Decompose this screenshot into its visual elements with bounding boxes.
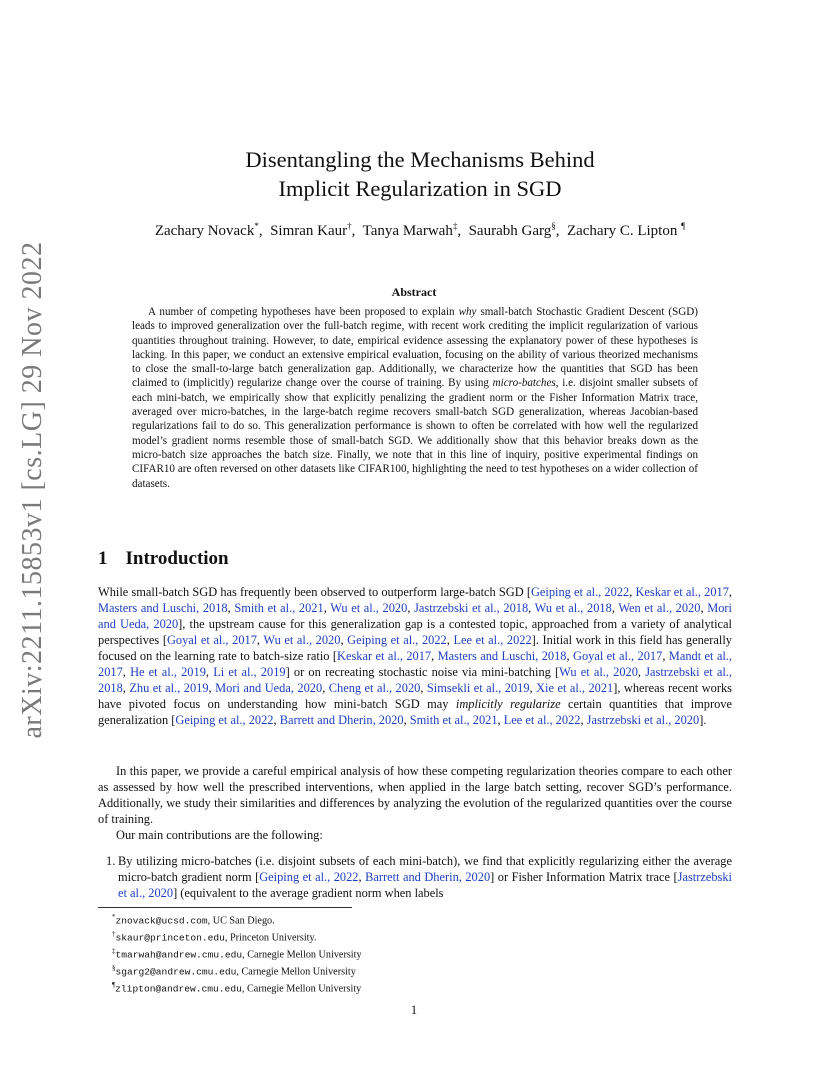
text-run: ,	[566, 649, 573, 663]
text-run: ,	[273, 713, 280, 727]
citation-link[interactable]: Masters and Luschi, 2018	[437, 649, 567, 663]
text-run: ,	[407, 601, 415, 615]
footnote-mark: ¶	[112, 981, 116, 990]
citation-link[interactable]: Zhu et al., 2019	[129, 681, 209, 695]
page-number: 1	[410, 1003, 418, 1017]
footnote	[112, 928, 362, 945]
citation-link[interactable]: Lee et al., 2022	[503, 713, 581, 727]
citation-link[interactable]: Jastrzebski et al., 2018	[414, 601, 529, 615]
citation-link[interactable]: Wu et al., 2020	[559, 665, 638, 679]
footnote-affiliation: , UC San Diego.	[207, 915, 275, 927]
author-mark: *	[254, 221, 259, 231]
footnote-email: tmarwah@andrew.cmu.edu	[115, 949, 243, 961]
footnote-affiliation: , Princeton University.	[224, 932, 317, 944]
footnote-mark: §	[112, 964, 116, 973]
abstract-span: A number of competing hypotheses have been proposed to explain	[148, 306, 459, 318]
author-list: Zachary Novack*, Simran Kaur†, Tanya Marwah‡, Saurabh Garg§, Zachary C. Lipton ¶	[154, 221, 686, 239]
author-name: Saurabh Garg	[468, 223, 552, 239]
arxiv-identifier-stamp	[14, 241, 52, 739]
text-run: ,	[227, 601, 235, 615]
text-run: ,	[431, 649, 438, 663]
abstract-emphasis: why	[458, 306, 477, 318]
text-run: ,	[637, 665, 646, 679]
citation-link[interactable]: Mori and Ueda, 2020	[98, 601, 732, 631]
citation-link[interactable]: Mandt et al., 2017	[98, 649, 732, 679]
author-mark: †	[347, 221, 352, 231]
abstract-emphasis: micro-batches	[492, 377, 556, 390]
citation-link[interactable]: Smith et al., 2021	[409, 713, 498, 727]
text-run: ,	[497, 713, 504, 727]
text-run: While small-batch SGD has frequently been observed to outperform large-batch SGD [	[98, 585, 531, 599]
text-run: ,	[340, 633, 348, 647]
text-run: ], the upstream cause for this generalization gap is a contested topic, approached from a variety of analytical perspectives [	[98, 617, 733, 647]
author-name: Simran Kaur	[270, 223, 348, 239]
text-run: ,	[358, 870, 366, 884]
text-run: ,	[611, 601, 619, 615]
abstract-text	[132, 305, 698, 491]
text-run: ,	[629, 585, 636, 599]
citation-link[interactable]: Jastrzebski et al., 2020	[118, 870, 732, 900]
author-mark: §	[551, 221, 556, 231]
footnote-mark: *	[112, 913, 116, 921]
citation-link[interactable]: Keskar et al., 2017	[337, 649, 432, 663]
citation-link[interactable]: Barrett and Dherin, 2020	[279, 713, 404, 727]
text-run: ,	[728, 585, 733, 599]
paper-title-line-2: Implicit Regularization in SGD	[278, 176, 562, 201]
author-mark: ‡	[452, 221, 458, 231]
text-run: ,	[446, 633, 454, 647]
text-run: ].	[699, 713, 707, 727]
footnote	[112, 945, 362, 962]
citation-link[interactable]: Masters and Luschi, 2018	[98, 601, 228, 615]
text-run: ,	[323, 601, 331, 615]
footnote-affiliation: , Carnegie Mellon University	[242, 949, 362, 961]
text-run: certain quantities that improve generalization [	[98, 697, 732, 727]
citation-link[interactable]: Wu et al., 2020	[330, 601, 408, 615]
author-name: Zachary Novack	[154, 223, 255, 239]
abstract-heading: Abstract	[391, 285, 437, 299]
text-run: ], whereas recent works have pivoted focus on understanding how mini-batch SGD may	[98, 681, 732, 711]
emphasis-text: implicitly regularize	[455, 697, 561, 711]
citation-link[interactable]: Geiping et al., 2022	[530, 585, 630, 599]
citation-link[interactable]: Xie et al., 2021	[536, 681, 614, 695]
citation-link[interactable]: Jastrzebski et al., 2020	[586, 713, 700, 727]
footnote-email: znovack@ucsd.com	[115, 915, 208, 927]
arxiv-stamp-text: arXiv:2211.15853v1 [cs.LG] 29 Nov 2022	[17, 241, 48, 739]
text-run: ,	[322, 681, 329, 695]
abstract-span: , i.e. disjoint smaller subsets of each mini-batch, we empirically show that explicitly penalizing the gradient norm or the Fisher Information Matrix trace, averaged over micro-batches, in the large-batch regime recovers small-batch SGD generalization, whereas Jacobian-based regularizations fail to do so. This generalization performance is shown to often be correlated with how well the regularized model’s gradient norms resemble those of small-batch SGD. We additionally show that this behavior breaks down as the micro-batch size approaches the batch size. Finally, we note that in this line of inquiry, positive experimental findings on CIFAR10 are often reversed on other datasets like CIFAR100, highlighting the need to test hypotheses on a wider collection of datasets.	[132, 377, 698, 490]
section-title: Introduction	[125, 548, 229, 569]
text-run: ,	[122, 665, 131, 679]
text-run: ,	[256, 633, 264, 647]
abstract-span: small-batch Stochastic Gradient Descent (SGD) leads to improved generalization over the full-batch regime, with recent work crediting the implicit regularization of various quantities throughout training. However, to date, empirical evidence assessing the explanatory power of these hypotheses is lacking. In this paper, we conduct an extensive empirical evaluation, focusing on the ability of various theorized mechanisms to close the small-to-large batch generalization gap. Additionally, we characterize how the quantities that SGD has been claimed to (implicitly) regularize change over the course of training. By using	[132, 306, 698, 390]
text-run: ] (equivalent to the average gradient norm when labels	[173, 886, 444, 900]
citation-link[interactable]: Geiping et al., 2022	[347, 633, 447, 647]
footnote-mark: †	[112, 930, 116, 939]
citation-link[interactable]: Keskar et al., 2017	[635, 585, 729, 599]
contribution-list-item	[106, 853, 732, 901]
citation-link[interactable]: Mori and Ueda, 2020	[215, 681, 323, 695]
citation-link[interactable]: Simsekli et al., 2019	[426, 681, 530, 695]
citation-link[interactable]: He et al., 2019	[130, 665, 206, 679]
text-run: ,	[420, 681, 427, 695]
citation-link[interactable]: Wen et al., 2020	[618, 601, 701, 615]
text-run: ,	[205, 665, 214, 679]
text-run: ,	[403, 713, 410, 727]
text-run: ] or on recreating stochastic noise via mini-batching [	[285, 665, 560, 679]
text-run: ,	[700, 601, 708, 615]
list-item-number: 1.	[106, 854, 116, 868]
text-run: ,	[528, 601, 535, 615]
citation-link[interactable]: Barrett and Dherin, 2020	[365, 870, 491, 884]
citation-link[interactable]: Lee et al., 2022	[453, 633, 532, 647]
footnote	[112, 979, 362, 996]
footnote-mark: ‡	[112, 947, 116, 956]
text-run: ,	[529, 681, 537, 695]
intro-paragraph-2: In this paper, we provide a careful empirical analysis of how these competing regularization theories compare to each other as assessed by how well the prescribed interventions, when applied in the large batch setting, recover SGD’s performance. Additionally, we study their similarities and differences by analyzing the evolution of the regularized quantities over the course of training.	[98, 764, 732, 826]
intro-paragraph-1	[98, 584, 732, 728]
author-mark: ¶	[681, 221, 686, 231]
footnote-email: skaur@princeton.edu	[115, 932, 225, 944]
citation-link[interactable]: Goyal et al., 2017	[166, 633, 257, 647]
section-number: 1	[98, 548, 108, 569]
citation-link[interactable]: Geiping et al., 2022	[175, 713, 274, 727]
citation-link[interactable]: Goyal et al., 2017	[573, 649, 663, 663]
citation-link[interactable]: Wu et al., 2018	[534, 601, 612, 615]
text-run: ,	[208, 681, 216, 695]
author-name: Zachary C. Lipton	[566, 223, 678, 239]
citation-link[interactable]: Smith et al., 2021	[234, 601, 324, 615]
footnote-affiliation: , Carnegie Mellon University	[236, 966, 356, 978]
footnote-email: sgarg2@andrew.cmu.edu	[115, 966, 237, 978]
intro-paragraph-3: Our main contributions are the following:	[116, 828, 323, 842]
section-heading	[98, 548, 229, 570]
citation-link[interactable]: Wu et al., 2020	[263, 633, 341, 647]
citation-link[interactable]: Li et al., 2019	[213, 665, 286, 679]
text-run: By utilizing micro-batches (i.e. disjoint subsets of each mini-batch), we find that explicitly regularizing either the average micro-batch gradient norm [	[118, 854, 732, 884]
footnotes	[112, 911, 362, 996]
paper-title-line-1: Disentangling the Mechanisms Behind	[245, 147, 595, 172]
text-run: ] or Fisher Information Matrix trace [	[490, 870, 678, 884]
footnote	[112, 962, 362, 979]
footnote-rule	[98, 907, 352, 908]
citation-link[interactable]: Jastrzebski et al., 2018	[98, 665, 732, 695]
footnote-email: zlipton@andrew.cmu.edu	[115, 983, 242, 995]
text-run: ,	[662, 649, 669, 663]
text-run: ,	[580, 713, 587, 727]
text-run: ]. Initial work in this field has generally focused on the learning rate to batch-size ratio [	[98, 633, 732, 663]
citation-link[interactable]: Geiping et al., 2022	[259, 870, 359, 884]
citation-link[interactable]: Cheng et al., 2020	[328, 681, 421, 695]
list-item-text	[118, 853, 732, 901]
footnote-affiliation: , Carnegie Mellon University	[241, 983, 362, 995]
text-run: ,	[122, 681, 130, 695]
footnote	[112, 911, 362, 928]
author-name: Tanya Marwah	[362, 223, 453, 239]
